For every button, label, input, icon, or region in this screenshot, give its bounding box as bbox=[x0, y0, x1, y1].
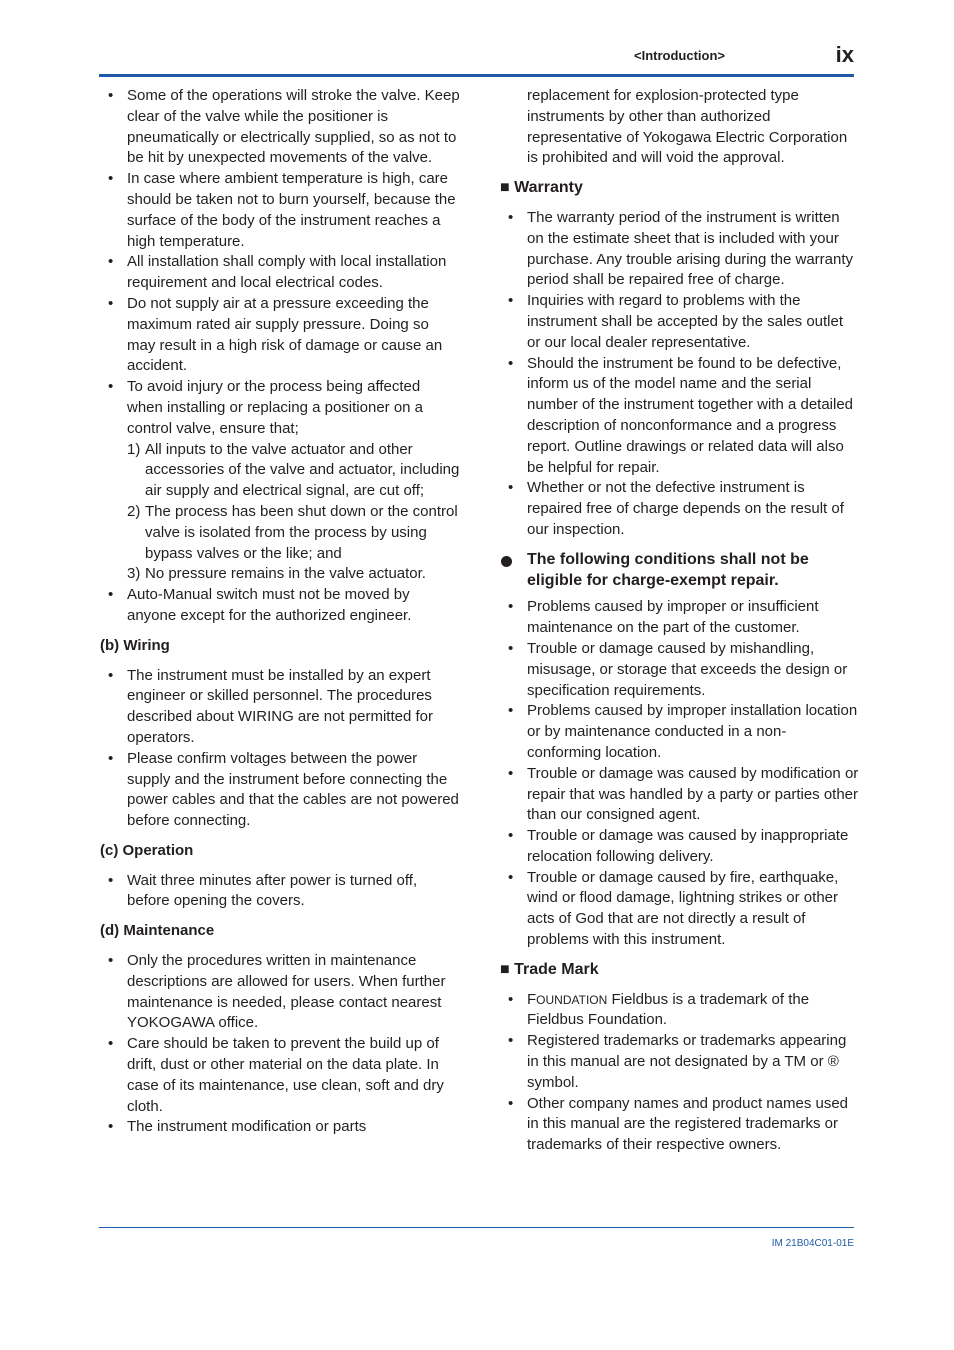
conditions-list bbox=[500, 597, 860, 951]
list-item: • Trouble or damage was caused by modification or repair that was handled by a party or parties other than our consigned agent. bbox=[500, 764, 860, 826]
item-text: No pressure remains in the valve actuator. bbox=[145, 565, 426, 583]
item-number: 1) bbox=[127, 440, 141, 458]
footer-rule bbox=[99, 1227, 854, 1228]
continuation-text: replacement for explosion-protected type instruments by other than authorized representative of Yokogawa Electric Corporation is prohibited and will void the approval. bbox=[527, 87, 848, 167]
list-item: • Trouble or damage was caused by inappropriate relocation following delivery. bbox=[500, 826, 860, 868]
item-text: The process has been shut down or the control valve is isolated from the process by using bypass valves or the like; and bbox=[145, 502, 458, 562]
bullet-dot-icon bbox=[501, 556, 512, 567]
right-column bbox=[500, 86, 860, 1156]
maintenance-list bbox=[100, 951, 460, 1138]
numbered-item bbox=[127, 564, 460, 585]
list-item: • Whether or not the defective instrument is repaired free of charge depends on the result of our inspection. bbox=[500, 478, 860, 540]
header-rule bbox=[99, 74, 854, 77]
list-item: • Do not supply air at a pressure exceeding the maximum rated air supply pressure. Doing so may result in a high risk of damage or cause an accident. bbox=[100, 294, 460, 377]
wiring-list bbox=[100, 666, 460, 832]
trademark-list bbox=[500, 990, 860, 1156]
list-item: • The warranty period of the instrument is written on the estimate sheet that is included with your purchase. Any trouble arising during the warranty period shall be repaired free of charge. bbox=[500, 208, 860, 291]
numbered-list bbox=[127, 440, 460, 586]
injury-text: To avoid injury or the process being affected when installing or replacing a positioner on a control valve, ensure that; bbox=[127, 378, 424, 437]
list-item bbox=[100, 377, 460, 585]
list-item: • Some of the operations will stroke the valve. Keep clear of the valve while the positioner is pneumatically or electrically supplied, so as not to be hit by unexpected movements of the valve. bbox=[100, 86, 460, 169]
warranty-heading: ■ Warranty bbox=[500, 179, 583, 197]
list-item: • Auto-Manual switch must not be moved by anyone except for the authorized engineer. bbox=[100, 585, 460, 627]
list-item: • Trouble or damage caused by mishandling, misusage, or storage that exceeds the design or specification requirements. bbox=[500, 639, 860, 701]
fieldbus-rest: Fieldbus is a trademark of the Fieldbus Foundation. bbox=[527, 990, 810, 1029]
list-item: • The instrument modification or parts bbox=[100, 1117, 460, 1138]
list-item: • Only the procedures written in maintenance descriptions are allowed for users. When further maintenance is needed, please contact nearest YOKOGAWA office. bbox=[100, 951, 460, 1034]
list-item: • Wait three minutes after power is turned off, before opening the covers. bbox=[100, 871, 460, 913]
maintenance-heading: (d) Maintenance bbox=[100, 922, 215, 940]
list-item: • Registered trademarks or trademarks appearing in this manual are not designated by a TM or ® symbol. bbox=[500, 1031, 860, 1093]
fieldbus-smallcaps: OUNDATION bbox=[536, 992, 608, 1007]
list-item: • Please confirm voltages between the power supply and the instrument before connecting the power cables and that the cables are not powered before connecting. bbox=[100, 749, 460, 832]
trademark-heading: ■ Trade Mark bbox=[500, 960, 599, 978]
list-item: • The instrument must be installed by an expert engineer or skilled personnel. The procedures described about WIRING are not permitted for operators. bbox=[100, 666, 460, 749]
page-number: ix bbox=[835, 42, 854, 67]
numbered-item bbox=[127, 502, 460, 564]
item-text: All inputs to the valve actuator and other accessories of the valve and actuator, including air supply and electrical signal, are cut off; bbox=[145, 440, 460, 500]
list-item bbox=[500, 990, 860, 1032]
left-column bbox=[100, 86, 460, 1138]
fieldbus-f: F bbox=[527, 990, 537, 1008]
item-number: 2) bbox=[127, 502, 141, 520]
conditions-heading-text: The following conditions shall not be eligible for charge-exempt repair. bbox=[527, 550, 809, 589]
list-item: • In case where ambient temperature is high, care should be taken not to burn yourself, because the surface of the body of the instrument reaches a high temperature. bbox=[100, 169, 460, 252]
operation-list bbox=[100, 871, 460, 913]
header-section-title: <Introduction> bbox=[634, 48, 725, 63]
wiring-heading: (b) Wiring bbox=[100, 636, 170, 654]
list-item: • Trouble or damage caused by fire, earthquake, wind or flood damage, lightning strikes or other acts of God that are not directly a result of problems with this instrument. bbox=[500, 868, 860, 951]
list-item: • Problems caused by improper installation location or by maintenance conducted in a non-conforming location. bbox=[500, 701, 860, 763]
list-item: • Inquiries with regard to problems with the instrument shall be accepted by the sales outlet or our local dealer representative. bbox=[500, 291, 860, 353]
document-code: IM 21B04C01-01E bbox=[771, 1238, 854, 1249]
list-item: • Problems caused by improper or insufficient maintenance on the part of the customer. bbox=[500, 597, 860, 639]
item-number: 3) bbox=[127, 565, 141, 583]
conditions-heading bbox=[500, 550, 860, 592]
warranty-list bbox=[500, 208, 860, 541]
list-item: • Other company names and product names used in this manual are the registered trademarks or trademarks of their respective owners. bbox=[500, 1094, 860, 1156]
numbered-item bbox=[127, 440, 460, 502]
list-item: • Should the instrument be found to be defective, inform us of the model name and the serial number of the instrument together with a detailed description of nonconformance and a progress report. Outline drawings or related data will also be helpful for repair. bbox=[500, 354, 860, 479]
list-item: • All installation shall comply with local installation requirement and local electrical codes. bbox=[100, 252, 460, 294]
operation-heading: (c) Operation bbox=[100, 841, 194, 859]
safety-list bbox=[100, 86, 460, 627]
list-item: • Care should be taken to prevent the build up of drift, dust or other material on the data plate. In case of its maintenance, use clean, soft and dry cloth. bbox=[100, 1034, 460, 1117]
